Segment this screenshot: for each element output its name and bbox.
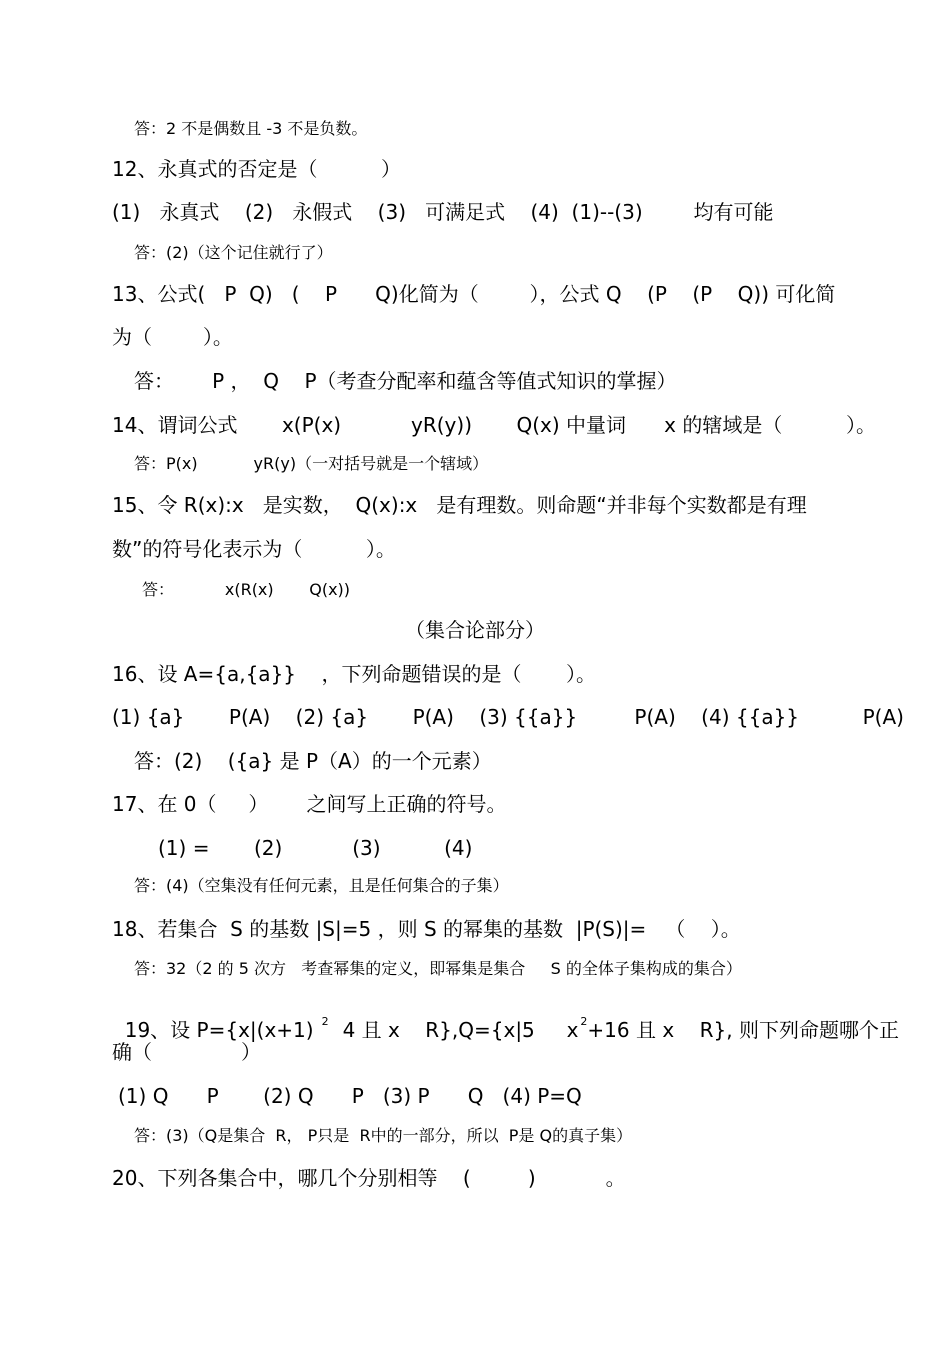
- answer-17: 答：(4)（空集没有任何元素，且是任何集合的子集）: [134, 876, 509, 895]
- answer-13: 答： P ， Q P（考查分配率和蕴含等值式知识的掌握）: [134, 369, 677, 393]
- superscript-2: 2: [321, 1015, 329, 1028]
- section-heading: （集合论部分）: [405, 618, 545, 642]
- superscript-2: 2: [580, 1015, 588, 1028]
- question-15-line-2: 数”的符号化表示为（ ）。: [112, 537, 396, 561]
- answer-16: 答：(2) ({a} 是 P（A）的一个元素）: [134, 749, 492, 773]
- question-19-line-2: 确（ ）: [112, 1040, 262, 1064]
- question-19-text-c: +16 且 x R}, 则下列命题哪个正: [587, 1018, 899, 1042]
- question-13-line-1: 13、公式( P Q) ( P Q)化简为（ ），公式 Q (P (P Q)) 可化简: [112, 282, 836, 306]
- question-19-text-a: 19、设 P={x|(x+1): [124, 1018, 314, 1042]
- question-14: 14、谓词公式 x(P(x) yR(y)) Q(x) 中量词 x 的辖域是（ ）。: [112, 413, 876, 437]
- answer-19: 答：(3)（Q是集合 R， P只是 R中的一部分，所以 P是 Q的真子集）: [134, 1126, 633, 1145]
- answer-18: 答：32（2 的 5 次方 考查幂集的定义，即幂集是集合 S 的全体子集构成的集合）: [134, 959, 742, 978]
- question-20: 20、下列各集合中，哪几个分别相等 ( ) 。: [112, 1166, 626, 1190]
- answer-15: 答： x(R(x) Q(x)): [142, 580, 351, 599]
- answer-14: 答：P(x) yR(y)（一对括号就是一个辖域）: [134, 454, 489, 473]
- question-18: 18、若集合 S 的基数 |S|=5 ，则 S 的幂集的基数 |P(S)|= （ ）。: [112, 917, 741, 941]
- question-17: 17、在 0（ ） 之间写上正确的符号。: [112, 792, 507, 816]
- answer-12: 答：(2)（这个记住就行了）: [134, 243, 333, 262]
- question-16-options: (1) {a} P(A) (2) {a} P(A) (3) {{a}} P(A) (4) {{a}} P(A): [112, 705, 904, 729]
- question-12: 12、永真式的否定是（ ）: [112, 157, 402, 181]
- question-19-line-1: [112, 1000, 899, 1040]
- question-12-options: (1) 永真式 (2) 永假式 (3) 可满足式 (4) (1)--(3) 均有可能: [112, 200, 774, 224]
- question-19-options: (1) Q P (2) Q P (3) P Q (4) P=Q: [118, 1084, 582, 1108]
- question-19-text-b: 4 且 x R},Q={x|5 x: [342, 1018, 579, 1042]
- question-13-line-2: 为（ ）。: [112, 325, 233, 349]
- question-15-line-1: 15、令 R(x):x 是实数， Q(x):x 是有理数。则命题“并非每个实数都是有理: [112, 493, 807, 517]
- answer-11: 答：2 不是偶数且 -3 不是负数。: [134, 119, 368, 138]
- question-17-options: (1) = (2) (3) (4): [158, 836, 473, 860]
- question-16: 16、设 A={a,{a}} ，下列命题错误的是（ ）。: [112, 662, 596, 686]
